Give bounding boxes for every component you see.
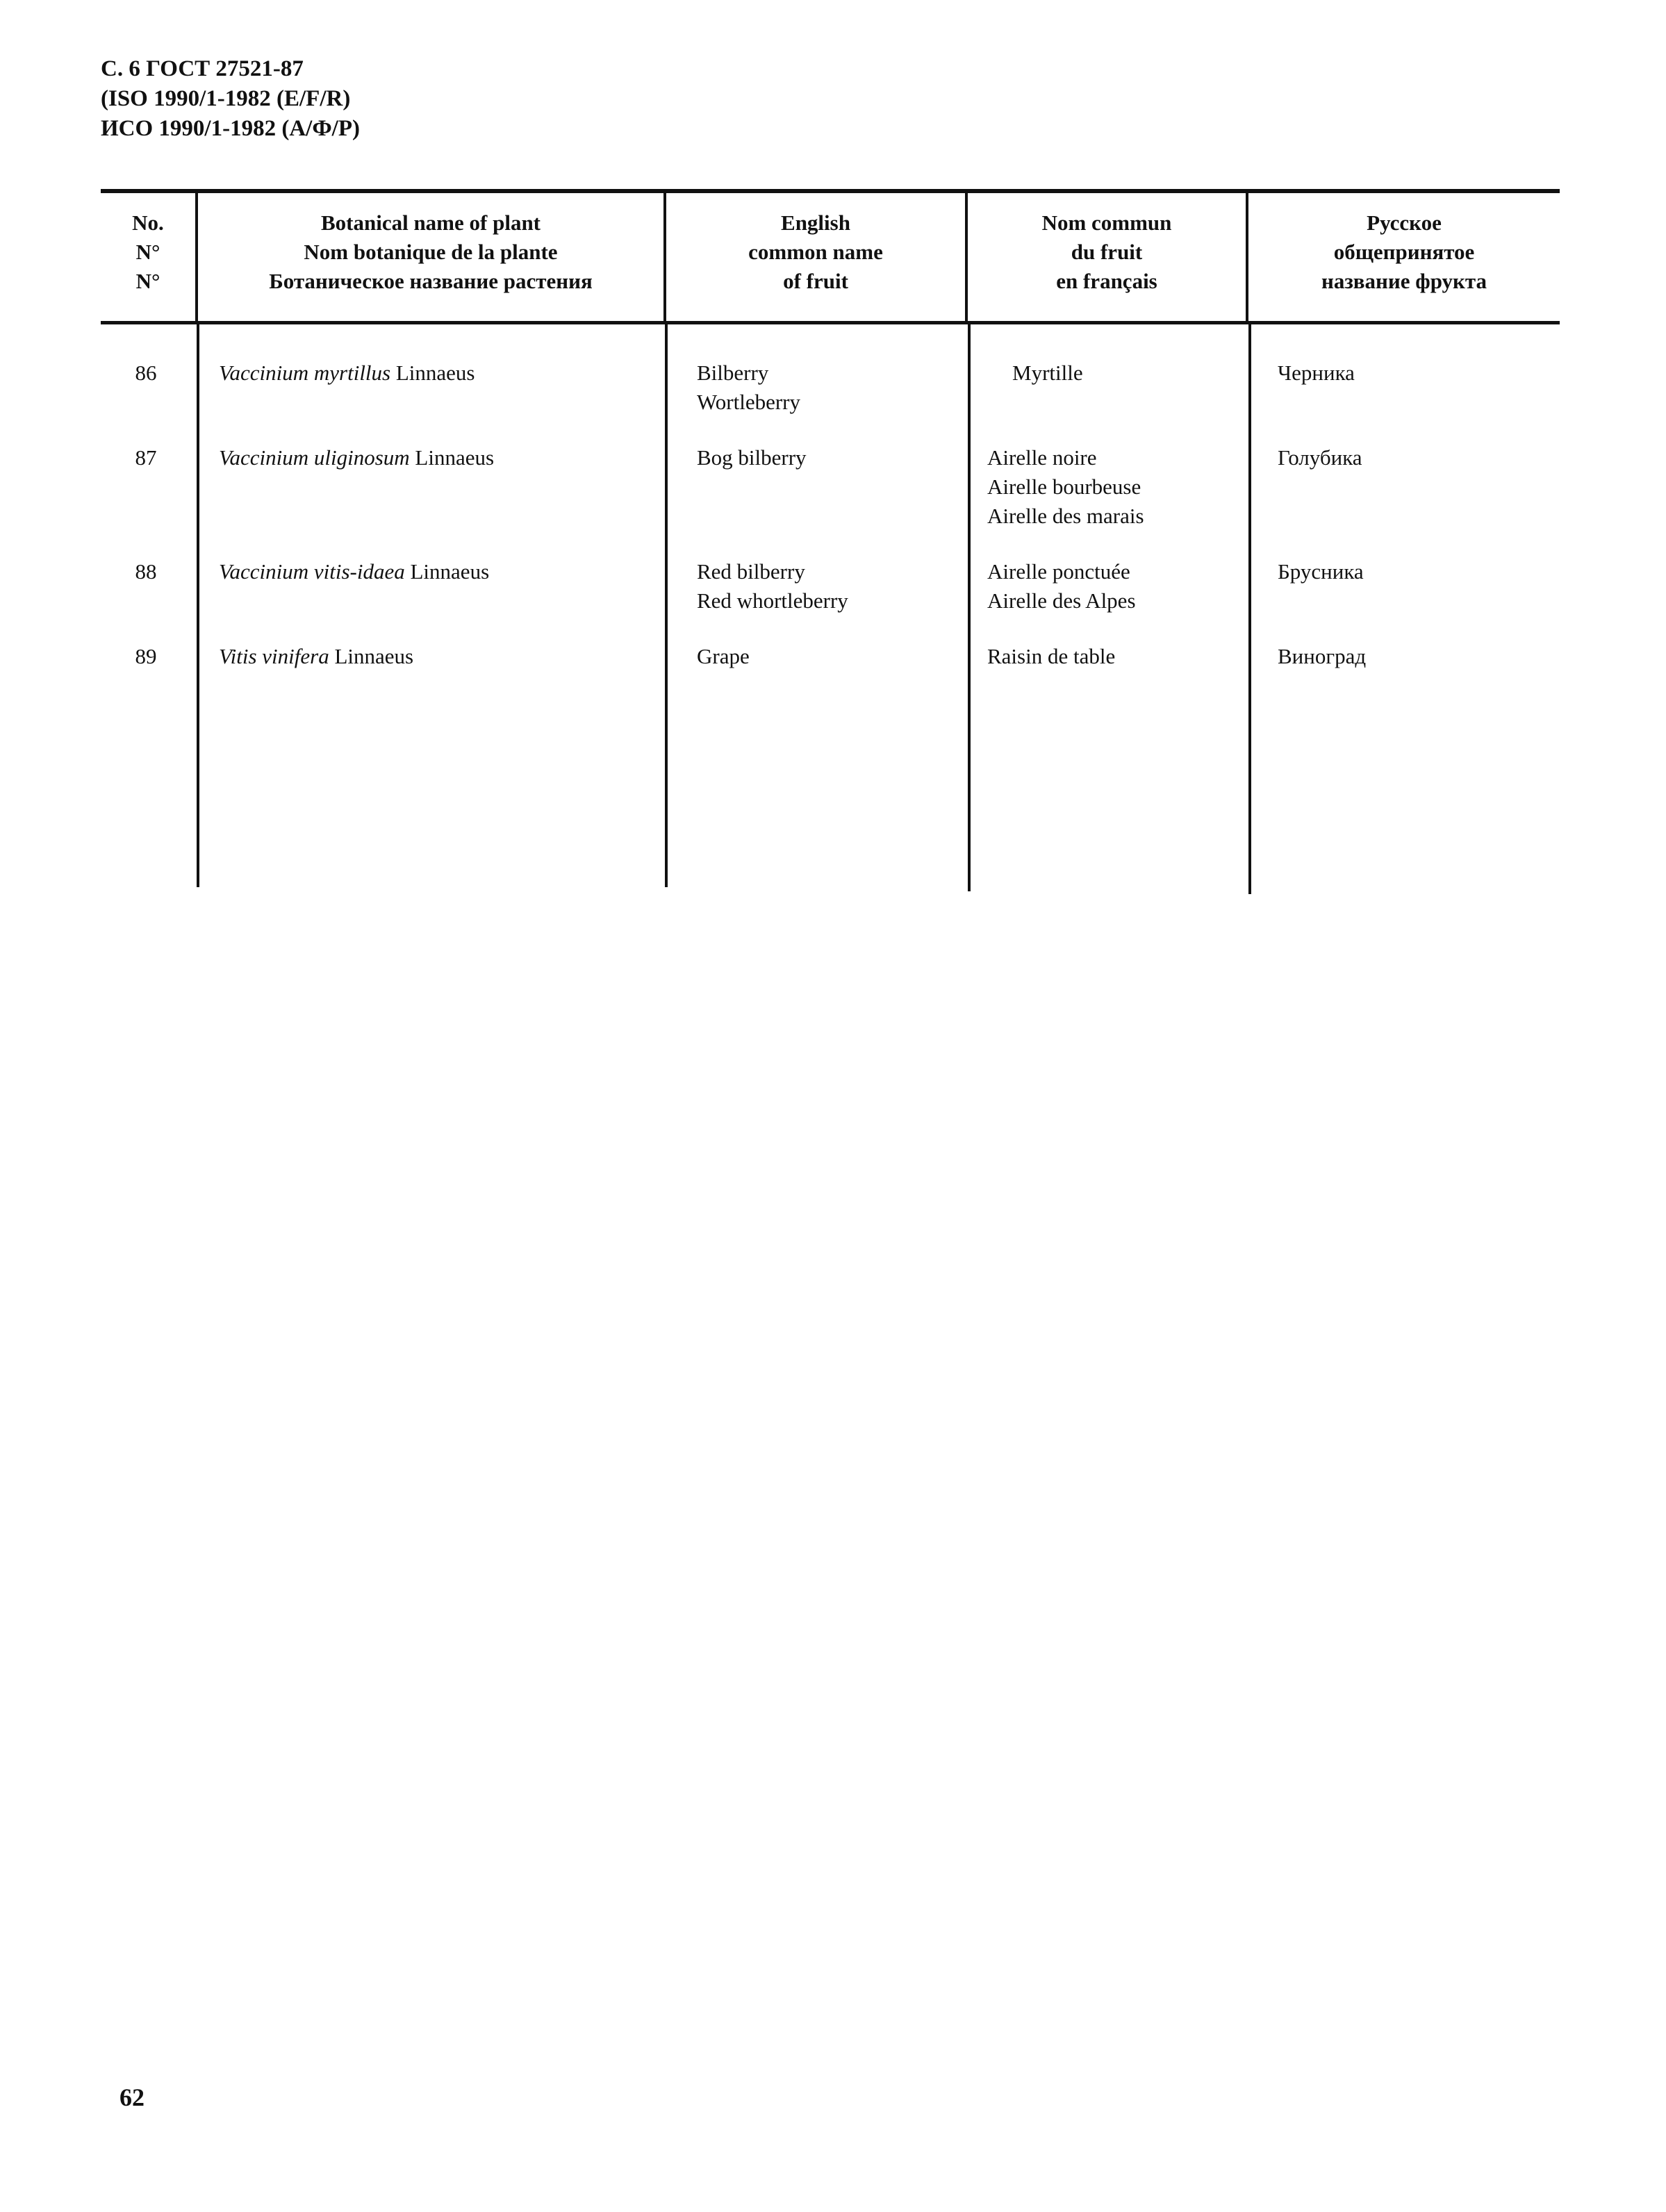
header-number: No. N° N° bbox=[132, 211, 164, 293]
row-number: 89 bbox=[135, 644, 157, 668]
table-top-rule bbox=[101, 189, 1560, 193]
header-english-name: English common name of fruit bbox=[748, 211, 883, 293]
fruit-names-table bbox=[101, 189, 1560, 703]
page-number: 62 bbox=[119, 2083, 145, 2111]
column-divider bbox=[665, 324, 668, 887]
english-name: Bog bilberry bbox=[697, 445, 807, 470]
russian-name: Брусника bbox=[1278, 559, 1364, 584]
standard-designation: С. 6 ГОСТ 27521-87 bbox=[101, 56, 304, 81]
iso-designation: (ISO 1990/1-1982 (E/F/R) bbox=[101, 86, 351, 111]
row-number: 88 bbox=[135, 559, 157, 584]
table-header-rule bbox=[101, 321, 1560, 324]
header-botanical-name: Botanical name of plant Nom botanique de la plante Ботаническое название растения bbox=[269, 211, 593, 293]
header-russian-name: Русское общепринятое название фрукта bbox=[1321, 211, 1487, 293]
russian-name: Виноград bbox=[1278, 644, 1367, 668]
row-number: 87 bbox=[135, 445, 157, 470]
french-name: Raisin de table bbox=[987, 644, 1116, 668]
english-name: Red bilberry Red whortleberry bbox=[697, 559, 848, 613]
russian-name: Черника bbox=[1278, 361, 1355, 385]
french-name: Airelle ponctuée Airelle des Alpes bbox=[987, 559, 1136, 613]
french-name: Myrtille bbox=[1012, 361, 1083, 385]
botanical-name: Vitis vinifera Linnaeus bbox=[219, 644, 414, 668]
column-divider bbox=[968, 324, 971, 891]
document-header bbox=[101, 54, 360, 144]
french-name: Airelle noire Airelle bourbeuse Airelle des marais bbox=[987, 445, 1144, 528]
botanical-name: Vaccinium uliginosum Linnaeus bbox=[219, 445, 495, 470]
iso-designation-russian: ИСО 1990/1-1982 (А/Ф/Р) bbox=[101, 116, 360, 141]
botanical-name: Vaccinium myrtillus Linnaeus bbox=[219, 361, 475, 385]
russian-name: Голубика bbox=[1278, 445, 1362, 470]
botanical-name: Vaccinium vitis-idaea Linnaeus bbox=[219, 559, 490, 584]
english-name: Bilberry Wortleberry bbox=[697, 361, 800, 414]
column-divider bbox=[1248, 324, 1251, 894]
header-french-name: Nom commun du fruit en français bbox=[1041, 211, 1172, 293]
column-divider bbox=[197, 324, 199, 887]
row-number: 86 bbox=[135, 361, 157, 385]
english-name: Grape bbox=[697, 644, 750, 668]
